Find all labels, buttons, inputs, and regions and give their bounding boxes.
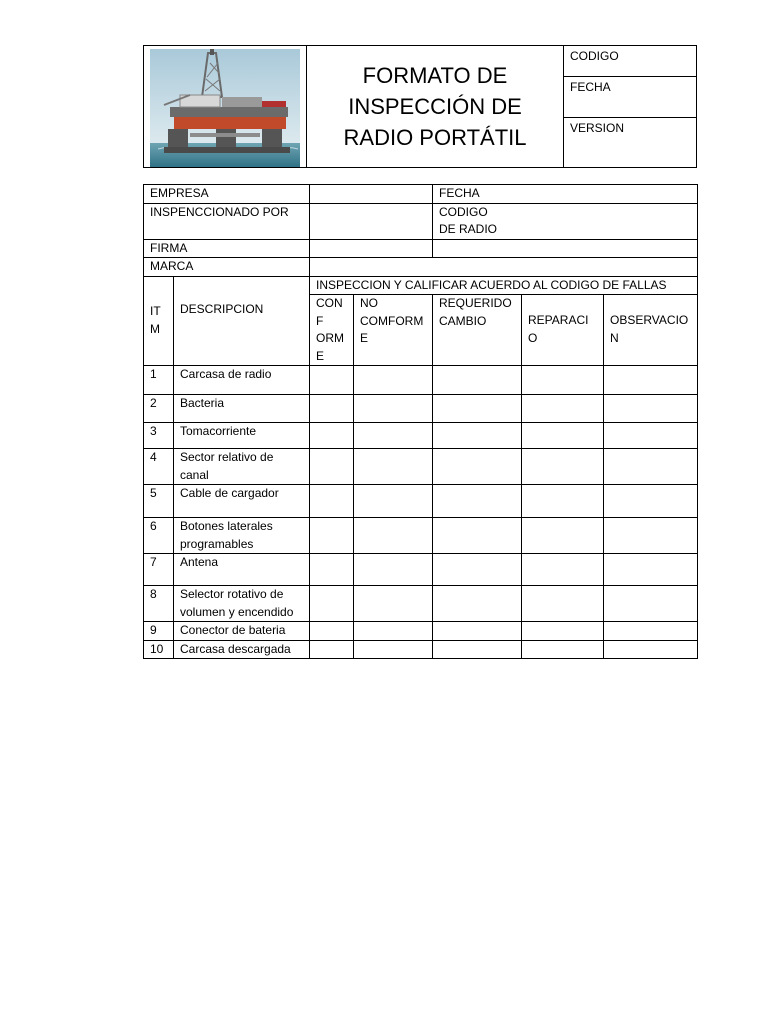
cell-conforme[interactable] xyxy=(310,518,354,554)
cell-reparacion[interactable] xyxy=(522,586,604,622)
cell-reparacion[interactable] xyxy=(522,518,604,554)
firma-label: FIRMA xyxy=(144,239,310,258)
col-header-conforme-l3: ORM xyxy=(316,331,344,345)
cell-conforme[interactable] xyxy=(310,395,354,423)
table-row xyxy=(144,518,698,554)
cell-observacion[interactable] xyxy=(604,395,698,423)
table-row xyxy=(144,586,698,622)
table-row xyxy=(144,423,698,449)
marca-value[interactable] xyxy=(310,258,698,277)
col-header-observacion-l2: N xyxy=(610,330,619,345)
cell-conforme[interactable] xyxy=(310,366,354,395)
version-label: VERSION xyxy=(564,117,697,167)
fecha-info-label: FECHA xyxy=(433,185,698,204)
firma-value[interactable] xyxy=(310,239,433,258)
cell-reparacion[interactable] xyxy=(522,554,604,586)
cell-no-conforme[interactable] xyxy=(354,622,433,641)
row-description: Antena xyxy=(174,554,310,586)
row-number: 9 xyxy=(144,622,174,641)
codigo-label: CODIGO xyxy=(564,46,697,77)
col-header-no-conforme-l2: COMFORM xyxy=(360,313,424,328)
row-number: 7 xyxy=(144,554,174,586)
cell-reparacion[interactable] xyxy=(522,423,604,449)
col-header-requerido-l1: REQUERIDO xyxy=(439,296,512,310)
cell-requerido-cambio[interactable] xyxy=(433,395,522,423)
row-description: Cable de cargador xyxy=(174,485,310,518)
col-header-item xyxy=(144,276,174,366)
cell-no-conforme[interactable] xyxy=(354,518,433,554)
table-row xyxy=(144,366,698,395)
fecha-label: FECHA xyxy=(564,77,697,117)
col-header-no-conforme-l1: NO xyxy=(360,296,378,310)
row-description: Sector relativo de canal xyxy=(174,449,310,485)
cell-reparacion[interactable] xyxy=(522,622,604,641)
cell-observacion[interactable] xyxy=(604,622,698,641)
inspeccionado-label: INSPENCCIONADO POR xyxy=(144,203,310,239)
row-description: Botones laterales programables xyxy=(174,518,310,554)
cell-requerido-cambio[interactable] xyxy=(433,423,522,449)
col-header-no-conforme-l3: E xyxy=(360,331,369,345)
col-header-reparacion-text: REPARACIO xyxy=(528,313,589,345)
row-number: 5 xyxy=(144,485,174,518)
cell-observacion[interactable] xyxy=(604,554,698,586)
offshore-platform-icon xyxy=(150,49,300,167)
empresa-value[interactable] xyxy=(310,185,433,204)
document-title: FORMATO DE INSPECCIÓN DE RADIO PORTÁTIL xyxy=(307,46,564,168)
cell-reparacion[interactable] xyxy=(522,485,604,518)
col-header-no-conforme xyxy=(354,295,433,366)
col-header-descripcion-text: DESCRIPCION xyxy=(180,301,264,316)
inspection-criteria-header: INSPECCION Y CALIFICAR ACUERDO AL CODIGO DE FALLAS xyxy=(310,276,698,295)
col-header-conforme-l1: CON xyxy=(316,296,343,310)
col-header-requerido-cambio xyxy=(433,295,522,366)
row-description: Carcasa de radio xyxy=(174,366,310,395)
col-header-item-line2: M xyxy=(150,321,160,336)
col-header-requerido-l2: CAMBIO xyxy=(439,313,487,328)
col-header-conforme xyxy=(310,295,354,366)
table-row xyxy=(144,449,698,485)
codigo-radio-label xyxy=(433,203,698,239)
table-row xyxy=(144,395,698,423)
cell-no-conforme[interactable] xyxy=(354,395,433,423)
cell-reparacion[interactable] xyxy=(522,366,604,395)
row-description: Tomacorriente xyxy=(174,423,310,449)
cell-observacion[interactable] xyxy=(604,423,698,449)
cell-reparacion[interactable] xyxy=(522,640,604,659)
row-number: 8 xyxy=(144,586,174,622)
cell-reparacion[interactable] xyxy=(522,449,604,485)
cell-requerido-cambio[interactable] xyxy=(433,622,522,641)
row-number: 10 xyxy=(144,640,174,659)
cell-no-conforme[interactable] xyxy=(354,640,433,659)
cell-no-conforme[interactable] xyxy=(354,449,433,485)
cell-observacion[interactable] xyxy=(604,366,698,395)
cell-conforme[interactable] xyxy=(310,449,354,485)
cell-observacion[interactable] xyxy=(604,586,698,622)
row-description: Bacteria xyxy=(174,395,310,423)
cell-no-conforme[interactable] xyxy=(354,485,433,518)
col-header-observacion xyxy=(604,295,698,366)
cell-requerido-cambio[interactable] xyxy=(433,586,522,622)
col-header-conforme-l2: F xyxy=(316,313,324,328)
logo-image xyxy=(144,46,307,168)
row-description: Conector de bateria xyxy=(174,622,310,641)
cell-conforme[interactable] xyxy=(310,423,354,449)
cell-requerido-cambio[interactable] xyxy=(433,554,522,586)
cell-reparacion[interactable] xyxy=(522,395,604,423)
cell-conforme[interactable] xyxy=(310,640,354,659)
table-row xyxy=(144,640,698,659)
cell-no-conforme[interactable] xyxy=(354,423,433,449)
cell-observacion[interactable] xyxy=(604,485,698,518)
cell-requerido-cambio[interactable] xyxy=(433,640,522,659)
marca-label: MARCA xyxy=(144,258,310,277)
document-header xyxy=(143,45,697,168)
col-header-descripcion xyxy=(174,276,310,366)
table-row xyxy=(144,485,698,518)
cell-no-conforme[interactable] xyxy=(354,366,433,395)
cell-observacion[interactable] xyxy=(604,449,698,485)
row-number: 3 xyxy=(144,423,174,449)
cell-observacion[interactable] xyxy=(604,518,698,554)
inspection-table xyxy=(143,184,698,659)
col-header-observacion-l1: OBSERVACIO xyxy=(610,313,689,327)
cell-conforme[interactable] xyxy=(310,554,354,586)
inspeccionado-value[interactable] xyxy=(310,203,433,239)
cell-conforme[interactable] xyxy=(310,622,354,641)
cell-no-conforme[interactable] xyxy=(354,554,433,586)
codigo-radio-label-line1: CODIGO xyxy=(439,204,488,219)
firma-extra[interactable] xyxy=(433,239,698,258)
col-header-item-line1: IT xyxy=(150,304,161,319)
cell-conforme[interactable] xyxy=(310,485,354,518)
cell-requerido-cambio[interactable] xyxy=(433,449,522,485)
row-number: 6 xyxy=(144,518,174,554)
row-number: 4 xyxy=(144,449,174,485)
cell-observacion[interactable] xyxy=(604,640,698,659)
cell-conforme[interactable] xyxy=(310,586,354,622)
row-description: Selector rotativo de volumen y encendido xyxy=(174,586,310,622)
cell-requerido-cambio[interactable] xyxy=(433,366,522,395)
col-header-reparacion xyxy=(522,295,604,366)
row-description: Carcasa descargada xyxy=(174,640,310,659)
col-header-conforme-l4: E xyxy=(316,348,325,363)
cell-requerido-cambio[interactable] xyxy=(433,485,522,518)
row-number: 2 xyxy=(144,395,174,423)
cell-requerido-cambio[interactable] xyxy=(433,518,522,554)
codigo-radio-label-line2: DE RADIO xyxy=(439,222,498,236)
row-number: 1 xyxy=(144,366,174,395)
empresa-label: EMPRESA xyxy=(144,185,310,204)
table-row xyxy=(144,554,698,586)
cell-no-conforme[interactable] xyxy=(354,586,433,622)
table-row xyxy=(144,622,698,641)
